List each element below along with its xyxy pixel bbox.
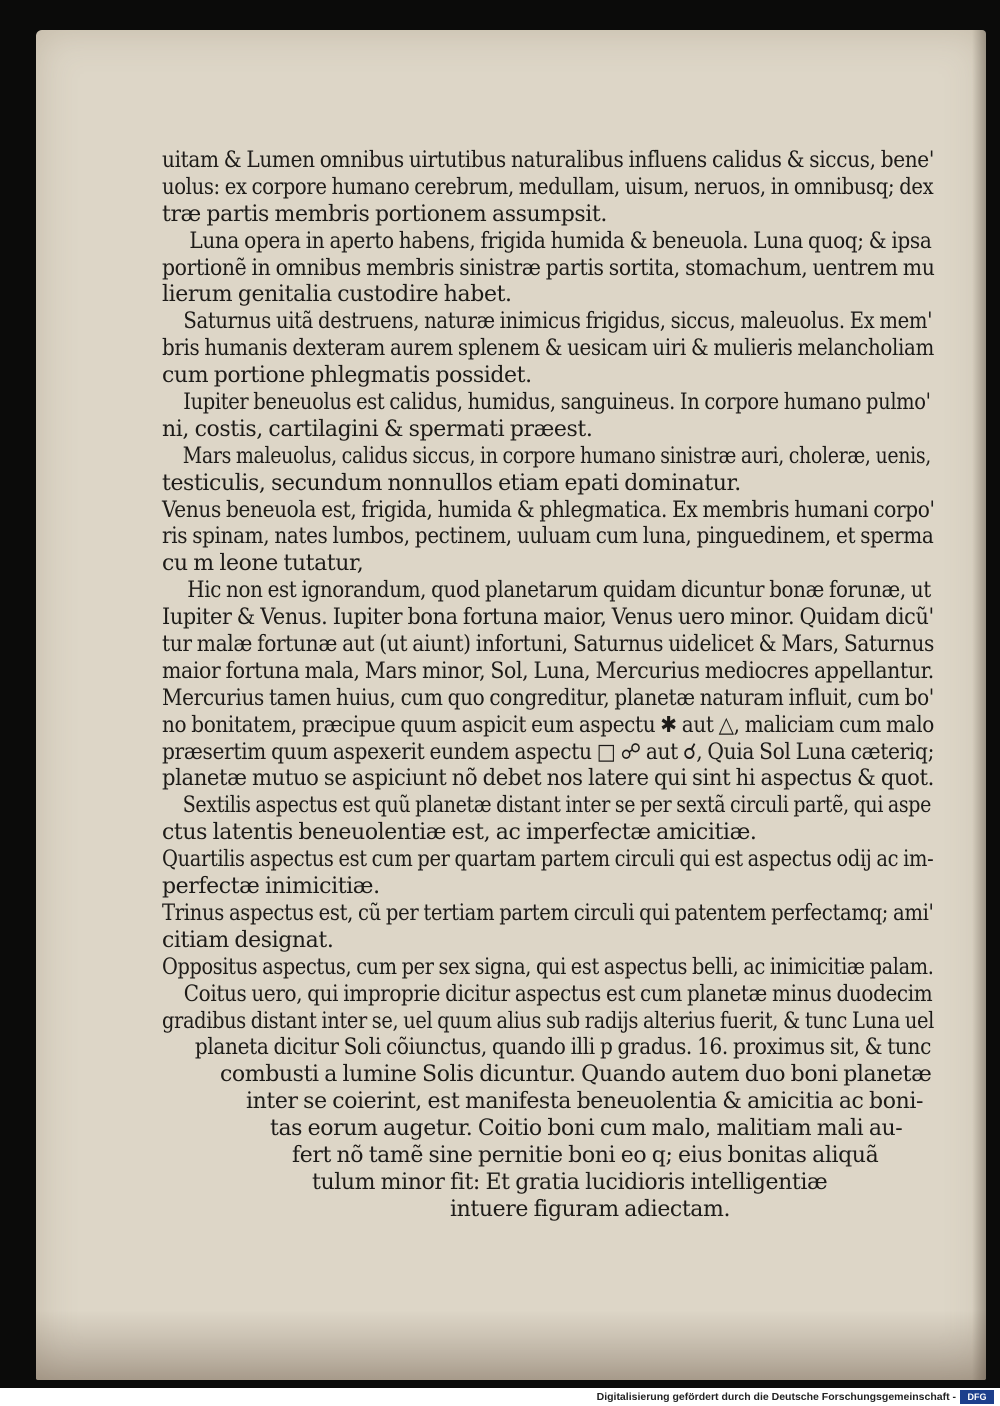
text-line: inter se coierint, est manifesta beneuolentia & amicitia ac boni- (246, 1089, 924, 1115)
dfg-logo: DFG (960, 1390, 994, 1404)
text-line: Iupiter & Venus. Iupiter bona fortuna maior, Venus uero minor. Quidam dicũ' (162, 605, 934, 631)
text-line: fert nõ tamẽ sine pernitie boni eo q; eius bonitas aliquã (292, 1142, 879, 1168)
text-line: tur malæ fortunæ aut (ut aiunt) infortuni, Saturnus uidelicet & Mars, Saturnus (162, 632, 934, 658)
text-line: Mars maleuolus, calidus siccus, in corpore humano sinistræ auri, choleræ, uenis, (182, 443, 931, 469)
text-line: Venus beneuola est, frigida, humida & phlegmatica. Ex membris humani corpo' (162, 497, 935, 523)
text-line: tulum minor fit: Et gratia lucidioris intelligentiæ (312, 1169, 828, 1195)
digitization-footer (0, 1388, 1000, 1406)
text-line: citiam designat. (162, 927, 334, 953)
text-line: intuere figuram adiectam. (450, 1196, 731, 1222)
text-line: tas eorum augetur. Coitio boni cum malo, malitiam mali au- (270, 1116, 903, 1142)
text-line: ris spinam, nates lumbos, pectinem, uuluam cum luna, pinguedinem, et sperma (162, 524, 934, 550)
text-line: Luna opera in aperto habens, frigida humida & beneuola. Luna quoq; & ipsa (189, 228, 932, 254)
text-line: præsertim quum aspexerit eundem aspectu □ ☍ aut ☌, Quia Sol Luna cæteriq; (162, 739, 935, 765)
page-bottom-stain (36, 1310, 986, 1380)
page-edge-shadow (972, 30, 986, 1380)
text-line: uolus: ex corpore humano cerebrum, medullam, uisum, neruos, in omnibusq; dex (162, 174, 934, 200)
text-line: ni, costis, cartilagini & spermati præest. (162, 416, 593, 442)
text-line: Saturnus uitã destruens, naturæ inimicus frigidus, siccus, maleuolus. Ex mem' (183, 309, 933, 335)
text-line: perfectæ inimicitiæ. (162, 874, 380, 900)
text-line: Hic non est ignorandum, quod planetarum quidam dicuntur bonæ forunæ, ut (187, 578, 931, 604)
text-line: Sextilis aspectus est quũ planetæ distant inter se per sextã circuli partẽ, qui aspe (182, 793, 932, 819)
text-line: Quartilis aspectus est cum per quartam partem circuli qui est aspectus odij ac im- (162, 847, 934, 873)
funding-credit: Digitalisierung gefördert durch die Deutsche Forschungsgemeinschaft - (596, 1391, 956, 1403)
text-line: Iupiter beneuolus est calidus, humidus, sanguineus. In corpore humano pulmo' (183, 390, 931, 416)
text-line: portionẽ in omnibus membris sinistræ partis sortita, stomachum, uentrem mu (162, 255, 935, 281)
text-line: planetæ mutuo se aspiciunt nõ debet nos latere qui sint hi aspectus & quot. (162, 766, 934, 792)
text-line: Oppositus aspectus, cum per sex signa, qui est aspectus belli, ac inimicitiæ palam. (162, 954, 934, 980)
text-line: Mercurius tamen huius, cum quo congreditur, planetæ naturam influit, cum bo' (162, 685, 934, 711)
text-line: bris humanis dexteram aurem splenem & uesicam uiri & mulieris melancholiam (162, 336, 934, 362)
book-page (36, 30, 986, 1380)
text-line: Trinus aspectus est, cũ per tertiam partem circuli qui patentem perfectamq; ami' (162, 900, 934, 926)
latin-text-block (162, 148, 934, 1224)
text-line: Coitus uero, qui improprie dicitur aspectus est cum planetæ minus duodecim (183, 981, 933, 1007)
text-line: træ partis membris portionem assumpsit. (162, 201, 607, 227)
text-line: combusti a lumine Solis dicuntur. Quando autem duo boni planetæ (220, 1062, 932, 1088)
text-line: testiculis, secundum nonnullos etiam epati dominatur. (162, 470, 741, 496)
text-line: ctus latentis beneuolentiæ est, ac imperfectæ amicitiæ. (162, 820, 757, 846)
text-line: planeta dicitur Soli cõiunctus, quando illi p gradus. 16. proximus sit, & tunc (194, 1035, 931, 1061)
text-line: maior fortuna mala, Mars minor, Sol, Luna, Mercurius mediocres appellantur. (162, 658, 934, 684)
text-line: gradibus distant inter se, uel quum alius sub radijs alterius fuerit, & tunc Luna uel (162, 1008, 934, 1034)
text-line: cu m leone tutatur, (162, 551, 364, 577)
text-line: uitam & Lumen omnibus uirtutibus naturalibus influens calidus & siccus, bene' (162, 148, 934, 173)
text-line: cum portione phlegmatis possidet. (162, 363, 532, 389)
text-line: no bonitatem, præcipue quum aspicit eum aspectu ✱ aut △, maliciam cum malo (162, 712, 934, 738)
text-line: lierum genitalia custodire habet. (162, 282, 512, 308)
